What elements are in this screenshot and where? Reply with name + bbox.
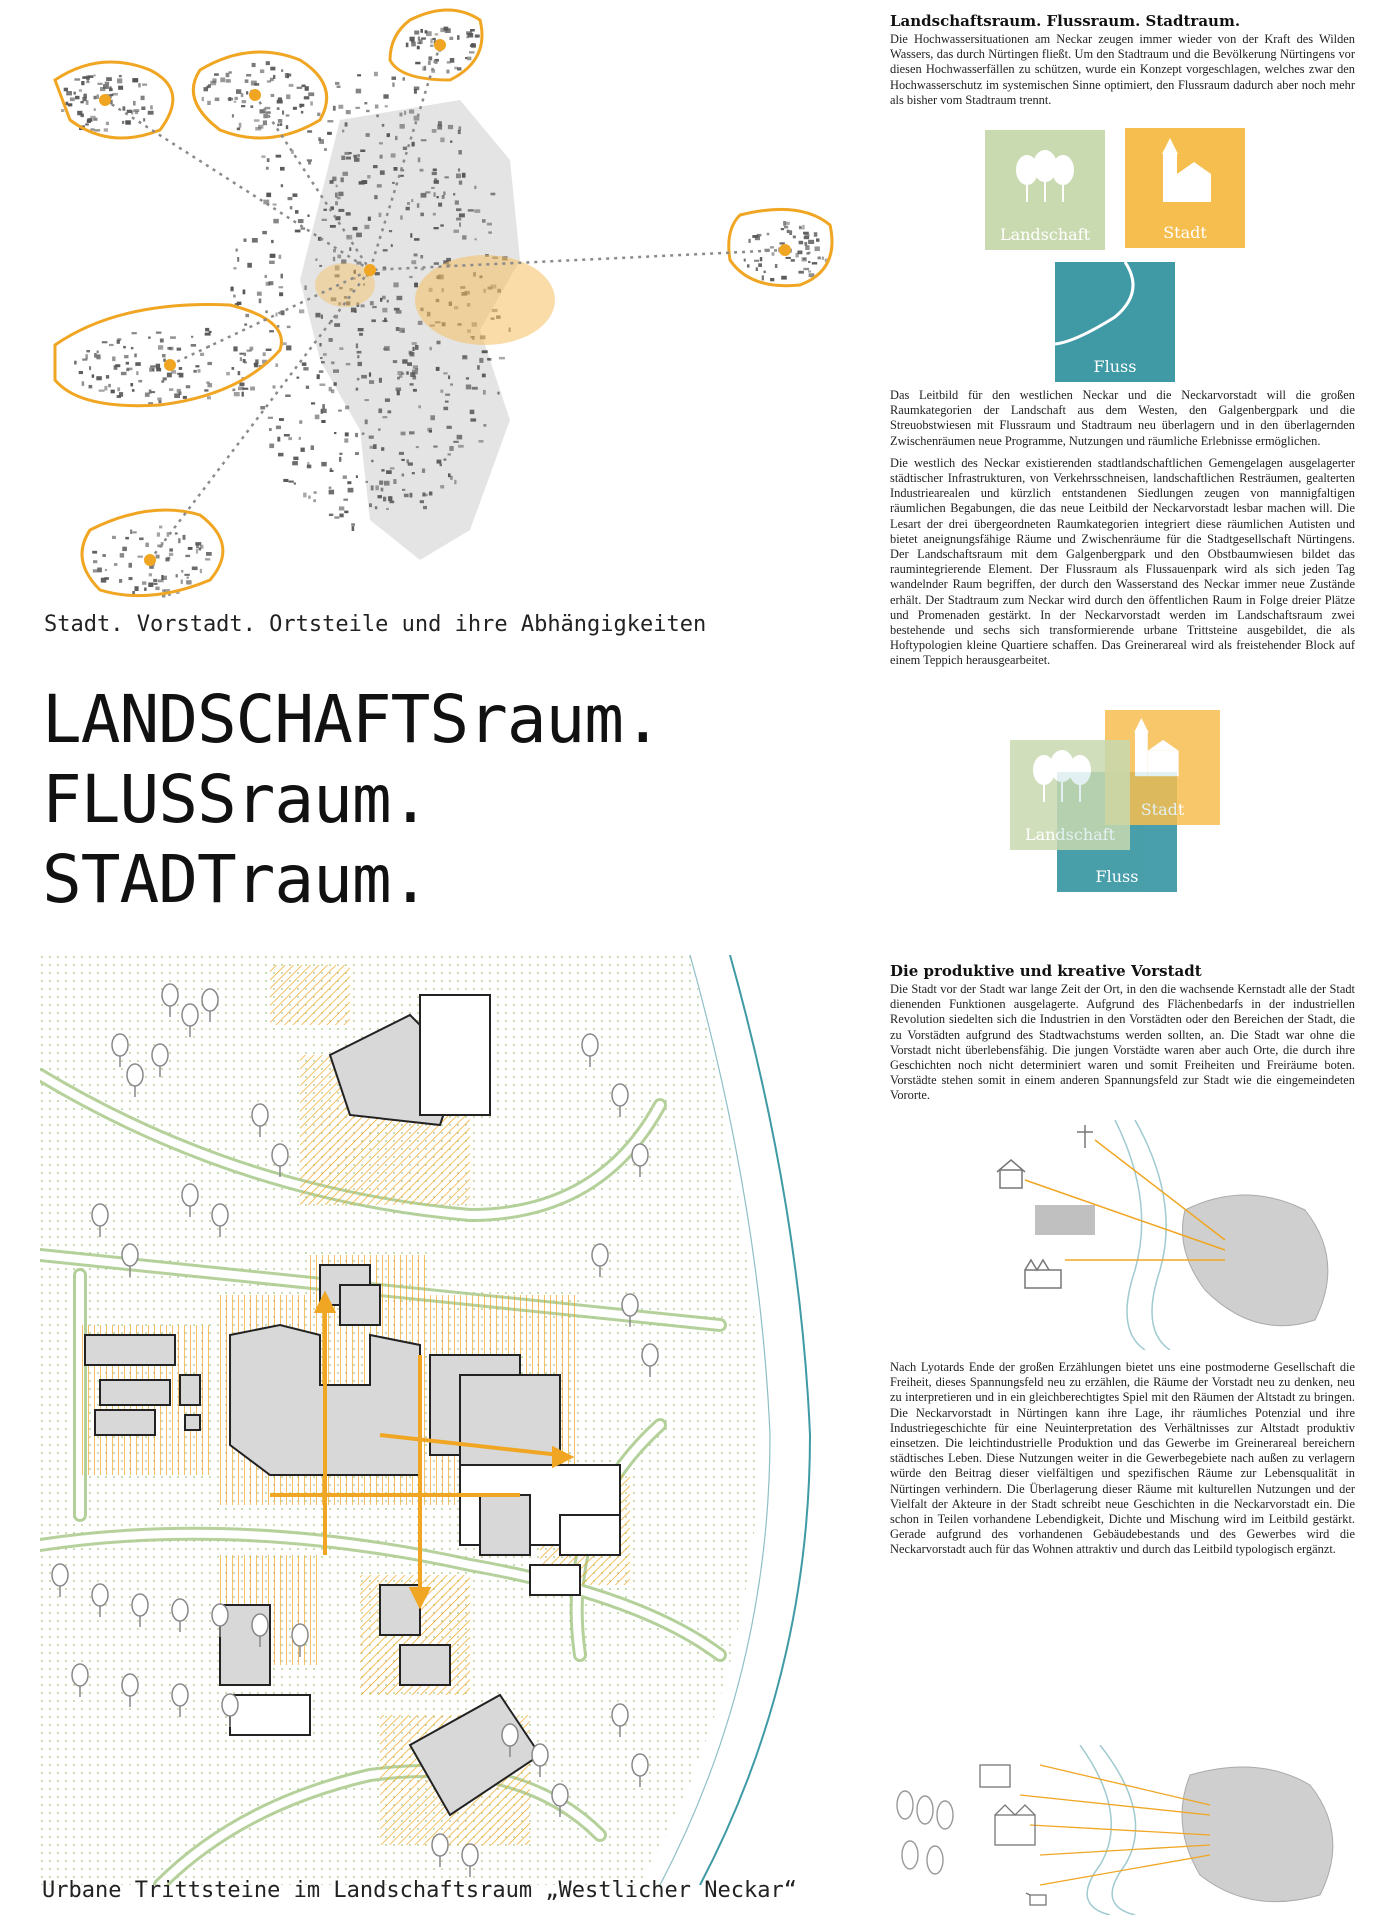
- section-landscape-body: [890, 388, 1355, 676]
- tile-label: Landschaft: [1024, 825, 1116, 844]
- tile-label: Fluss: [1093, 357, 1137, 376]
- tile-label: Stadt: [1140, 800, 1185, 819]
- trees-icon: [1030, 748, 1094, 804]
- overlap-landschaft: [1010, 740, 1130, 850]
- tile-label: Stadt: [1163, 223, 1207, 242]
- paragraph: Die Hochwassersituationen am Neckar zeugen immer wieder von der Kraft des Wilden Wassers, das durch Nürtingen fließt. Um den Stadtraum und die Bevölkerung Nürtingens vor diesen Hochwasserfällen zu schützen, wurde ein Konzept vorgeschlagen, welches zwar den Hochwasserschutz im systemischen Sinne optimiert, den Flussraum dadurch aber noch mehr als bisher vom Stadtraum trennt.: [890, 32, 1355, 107]
- paragraph: Die Stadt vor der Stadt war lange Zeit der Ort, in den die wachsende Kernstadt alle der Stadt dienenden Funktionen ausgelagerte. Aufgrund des Flächenbedarfs in der industriellen Revolution siedelten sich die Industrien in den Vorstädten oder den Bereichen der Stadt, die zu Vorstädten aufgrund des Stadtwachstums werden sollten, an. Die Stadt war ohne die Vorstadt nicht überlebensfähig. Die jungen Vorstädte waren aber auch Orte, die durch ihre Geschichten noch nicht determiniert waren und somit Freiheiten und Freiräume boten. Vorstädte stehen somit in einem anderen Spannungsfeld zur Stadt wie die eingemeindeten Vororte.: [890, 982, 1355, 1103]
- section-vorstadt: [890, 962, 1355, 1111]
- river-icon: [1055, 262, 1175, 362]
- section-heading: Landschaftsraum. Flussraum. Stadtraum.: [890, 12, 1241, 30]
- headline-line-2: FLUSSraum.: [42, 761, 430, 838]
- map-caption: Stadt. Vorstadt. Ortsteile und ihre Abhängigkeiten: [44, 612, 707, 637]
- overlap-diagram: [1010, 710, 1210, 900]
- trees-icon: [1013, 148, 1077, 204]
- site-plan: [40, 955, 880, 1885]
- paragraph: Nach Lyotards Ende der großen Erzählungen bietet uns eine postmoderne Gesellschaft die Freiheit, dieses Spannungsfeld neu zu erzählen, die Räume der Vorstadt neu zu denken, neu zu interpretieren und in ein gleichberechtigtes Spiel mit den Räumen der Altstadt zu bringen. Die Neckarvorstadt in Nürtingen kann ihre Lage, ihr räumliches Potenzial und ihre Industriegeschichte für eine Neuinterpretation des Verhältnisses zur Altstadt produktiv einsetzen. Die leichtindustrielle Produktion und das Gewerbe im Greinerareal bereichern städtisches Leben. Diese Nutzungen weiter in die Gewerbegebiete nach außen zu verlagern würde den Beitrag dieser vielfältigen und spezifischen Räume zur Lebensqualität in Nürtingen verhindern. Die Überlagerung dieser Räume mit kulturellen Nutzungen und der Vielfalt der Akteure in der Stadt schreibt neue Geschichten in die Neckarvorstadt ein. Die schon in Teilen vorhandene Lebendigkeit, Dichte und Mischung wird im Leitbild gestärkt. Gerade aufgrund des vorhandenen Gebäudebestands und des Gewerbes wird die Neckarvorstadt auch für das Wohnen attraktiv und durch das Leitbild typologisch ergänzt.: [890, 1360, 1355, 1557]
- church-icon: [1125, 718, 1185, 778]
- tile-stadt: [1125, 128, 1245, 248]
- city-map: [40, 0, 890, 615]
- church-icon: [1153, 138, 1217, 204]
- headline-line-3: STADTraum.: [42, 841, 430, 918]
- vorstadt-diagram-1: [985, 1120, 1345, 1350]
- section-landscape: [890, 12, 1355, 115]
- tile-landschaft: [985, 130, 1105, 250]
- section-vorstadt-body: [890, 1360, 1355, 1565]
- vorstadt-diagram-2: [890, 1745, 1350, 1915]
- tile-fluss: [1055, 262, 1175, 382]
- site-plan-caption: Urbane Trittsteine im Landschaftsraum „Westlicher Neckar“: [42, 1878, 797, 1903]
- paragraph: Die westlich des Neckar existierenden stadtlandschaftlichen Gemengelagen ausgelagerter städtischer Infrastrukturen, von Verkehrsschneisen, landschaftlichen Resträumen, gealterten Industriearealen und kürzlich entstandenen Siedlungen zeugen von mannigfaltigen räumlichen Begabungen, die das neue Leitbild der Neckarvorstadt lesbar machen will. Die Lesart der drei übergeordneten Raumkategorien integriert diese räumlichen Autisten und bietet aneignungsfähige Räume und Zwischenräume für die Stadtgesellschaft Nürtingens. Der Landschaftsraum mit dem Galgenbergpark und den Obstbaumwiesen bildet das raumintegrierende Element. Der Flussraum als Flussauenpark wird als sich jeden Tag wandelnder Raum begriffen, der durch den Wasserstand des Neckar immer neue Zustände erhält. Der Stadtraum zum Neckar wird durch den öffentlichen Raum in Folge dreier Plätze und Promenaden gestärkt. In der Neckarvorstadt werden im Landschaftsraum zwei bestehende und sechs sich transformierende urbane Trittsteine ausgebildet, die als Hoftypologien kleine Quartiere schaffen. Das Greinerareal wird als freistehender Block auf einem Teppich herausgearbeitet.: [890, 455, 1355, 668]
- paragraph: Das Leitbild für den westlichen Neckar und die Neckarvorstadt will die großen Raumkategorien der Landschaft aus dem Westen, den Galgenbergpark und die Streuobstwiesen mit Flussraum und Stadtraum neu überlagern und in den überlagernden Zwischenräumen neue Programme, Nutzungen und räumliche Erlebnisse ermöglichen.: [890, 388, 1355, 448]
- tile-label: Landschaft: [999, 225, 1091, 244]
- headline-line-1: LANDSCHAFTSraum.: [42, 681, 662, 758]
- tile-label: Fluss: [1095, 867, 1139, 886]
- headline: [42, 680, 862, 920]
- section-heading: Die produktive und kreative Vorstadt: [890, 962, 1202, 980]
